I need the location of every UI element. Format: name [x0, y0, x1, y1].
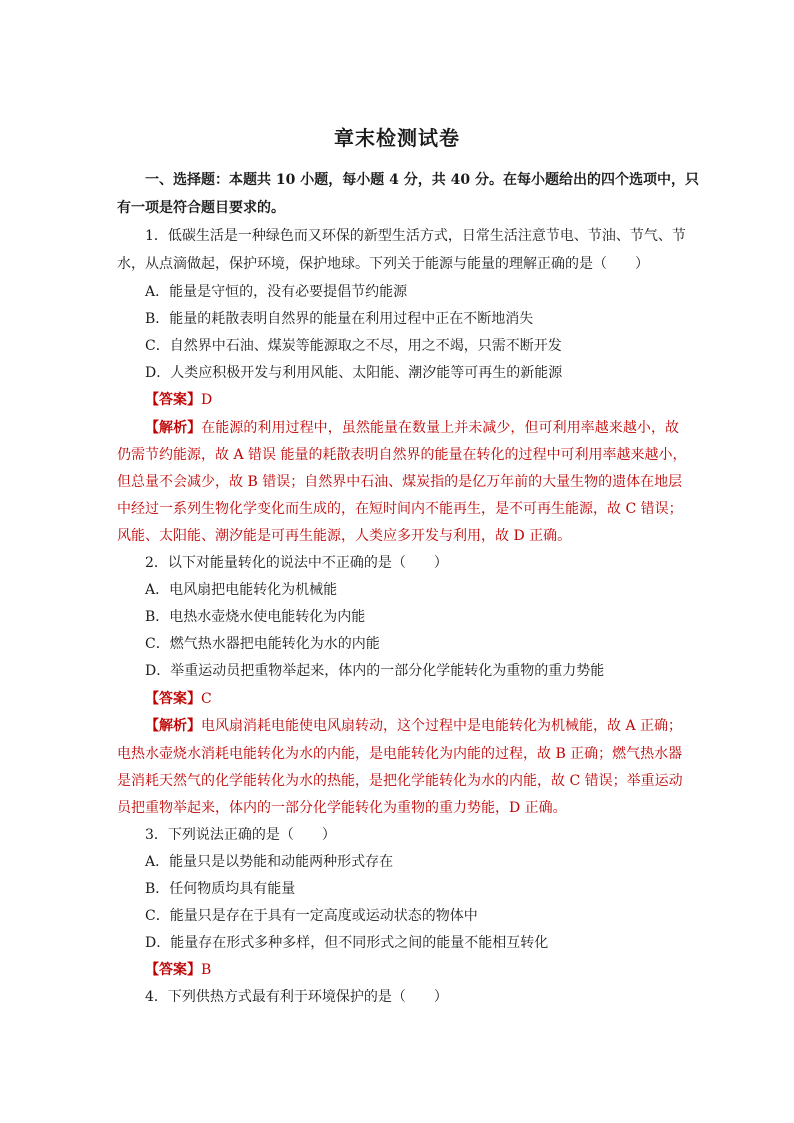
q1-analysis-line-5: 风能、太阳能、潮汐能是可再生能源，人类应多开发与利用，故 D 正确。 [117, 528, 572, 544]
q3-option-b: B．任何物质均具有能量 [145, 881, 296, 897]
q3-option-c: C．能量只是存在于具有一定高度或运动状态的物体中 [145, 908, 478, 924]
q1-option-d: D．人类应积极开发与利用风能、太阳能、潮汐能等可再生的新能源 [145, 365, 563, 381]
q1-option-a: A．能量是守恒的，没有必要提倡节约能源 [145, 284, 408, 300]
answer-tag: 【答案】 [145, 691, 201, 707]
q1-stem-line-1: 1．低碳生活是一种绿色而又环保的新型生活方式，日常生活注意节电、节油、节气、节 [145, 228, 686, 244]
section-header-line-2: 有一项是符合题目要求的。 [117, 200, 285, 216]
q2-option-c: C．燃气热水器把电能转化为水的内能 [145, 636, 380, 652]
analysis-text: 电风扇消耗电能使电风扇转动，这个过程中是电能转化为机械能，故 A 正确； [201, 718, 683, 734]
q2-option-b: B．电热水壶烧水使电能转化为内能 [145, 609, 366, 625]
q1-analysis-line-1 [145, 418, 679, 438]
q2-analysis-line-4: 员把重物举起来，体内的一部分化学能转化为重物的重力势能，D 正确。 [117, 800, 567, 816]
q1-analysis-line-4: 中经过一系列生物化学变化而生成的，在短时间内不能再生，是不可再生能源，故 C 错误； [117, 501, 683, 517]
q1-analysis-line-2: 仍需节约能源，故 A 错误 能量的耗散表明自然界的能量在转化的过程中可利用率越来越小， [117, 447, 687, 463]
q2-analysis-line-2: 电热水壶烧水消耗电能转化为水的内能，是电能转化为内能的过程，故 B 正确；燃气热水器 [117, 746, 683, 762]
page-title: 章末检测试卷 [334, 126, 460, 150]
answer-value: B [201, 962, 212, 978]
q1-option-b: B．能量的耗散表明自然界的能量在利用过程中正在不断地消失 [145, 311, 534, 327]
analysis-tag: 【解析】 [145, 420, 202, 436]
section-header-line-1: 一、选择题：本题共 10 小题，每小题 4 分，共 40 分。在每小题给出的四个选项中，只 [145, 172, 699, 188]
q2-option-d: D．举重运动员把重物举起来，体内的一部分化学能转化为重物的重力势能 [145, 663, 605, 679]
analysis-tag: 【解析】 [145, 718, 201, 734]
q3-stem: 3．下列说法正确的是（ ） [145, 827, 336, 843]
q3-option-d: D．能量存在形式多种多样，但不同形式之间的能量不能相互转化 [145, 935, 549, 951]
q3-option-a: A．能量只是以势能和动能两种形式存在 [145, 854, 394, 870]
q2-analysis-line-1 [145, 716, 683, 736]
q1-analysis-line-3: 但总量不会减少，故 B 错误；自然界中石油、煤炭指的是亿万年前的大量生物的遗体在地层 [117, 474, 683, 490]
answer-tag: 【答案】 [145, 962, 201, 978]
q1-option-c: C．自然界中石油、煤炭等能源取之不尽，用之不竭，只需不断开发 [145, 338, 562, 354]
q2-option-a: A．电风扇把电能转化为机械能 [145, 582, 338, 598]
answer-value: C [201, 691, 212, 707]
q2-answer [145, 689, 679, 709]
q3-answer [145, 960, 679, 980]
answer-tag: 【答案】 [145, 392, 201, 408]
analysis-text: 在能源的利用过程中，虽然能量在数量上并未减少，但可利用率越来越小，故 [201, 420, 680, 436]
answer-value: D [201, 392, 213, 408]
q2-analysis-line-3: 是消耗天然气的化学能转化为水的热能，是把化学能转化为水的内能，故 C 错误；举重运动 [117, 773, 683, 789]
q1-stem-line-2: 水，从点滴做起，保护环境，保护地球。下列关于能源与能量的理解正确的是（ ） [117, 256, 649, 272]
q1-answer [145, 390, 679, 410]
q2-stem: 2．以下对能量转化的说法中不正确的是（ ） [145, 555, 448, 571]
q4-stem: 4．下列供热方式最有利于环境保护的是（ ） [145, 989, 448, 1005]
